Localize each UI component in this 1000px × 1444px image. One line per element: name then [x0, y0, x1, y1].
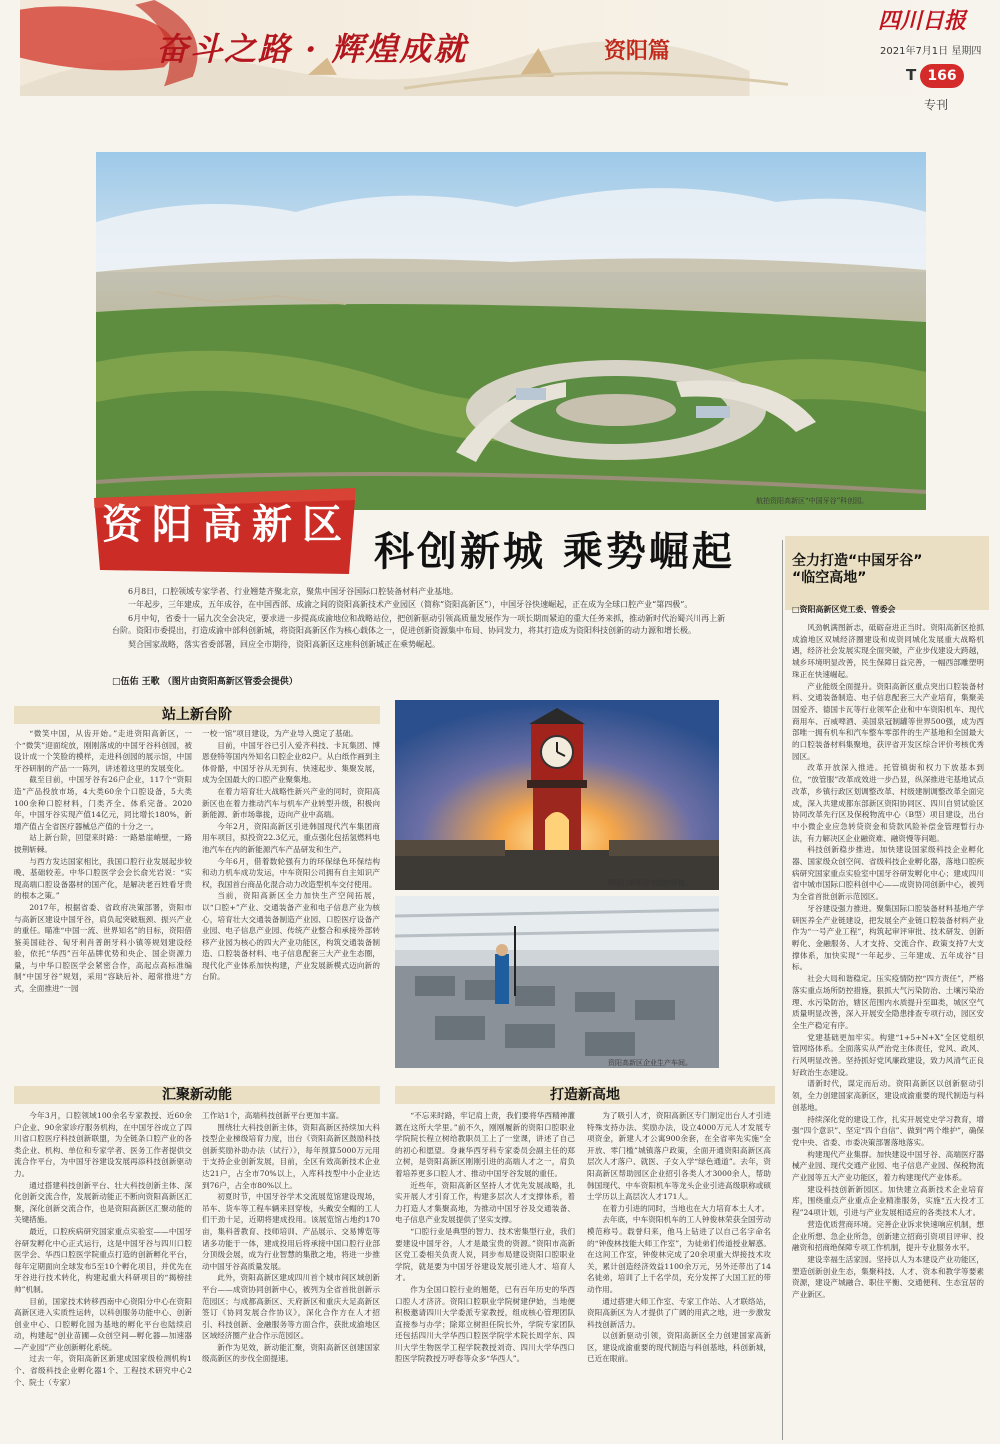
section3-paragraph: “口腔行业是典型的智力、技术密集型行业，我们要建设中国牙谷，人才是最宝贵的资源。”资阳市高新区党工委相关负责人说，同步布局建设资阳口腔职业学院，就是要为中国牙谷建设发展引进人才、培育人才。 — [395, 1226, 575, 1283]
aerial-photo — [96, 152, 926, 510]
sidebar-column — [792, 622, 984, 1301]
sidebar-paragraph: 持续深化党的建设工作，扎实开展党史学习教育，增强“四个意识”、坚定“四个自信”、做到“两个维护”，确保党中央、省委、市委决策部署落地落实。 — [792, 1114, 984, 1147]
zone-char: 新 — [252, 501, 292, 548]
section1-paragraph: “微笑中国，从齿开始。”走进资阳高新区，一个“微笑”迎面绽放，刚刚落成的中国牙谷科创园，被设计成一个笑脸的模样，走进科创园的展示馆，中国牙谷研制的产品一一陈列，讲述着这里的发展变化。 — [14, 729, 192, 773]
sidebar-paragraph: 建设幸福生活家园。坚持以人为本建设产业功能区，塑造创新创业生态，集聚科技、人才、资本和教学等要素资源，建设产城融合、职住平衡、交通便利、生态宜居的产业新区。 — [792, 1254, 984, 1300]
section1-paragraph: 2017年，根据省委、省政府决策部署，资阳市与高新区建设中国牙谷，肩负起突破瓶颈、振兴产业的重任。瞄准“中国一流、世界知名”的目标，资阳借鉴美国硅谷、匈牙利肖普朗牙科小镇等规划建设经验，依托“华西”百年品牌优势和央企、国企资源力量，与中华口腔医学会紧密合作，高起点高标准编制“中国牙谷”规划，采用“容缺后补、超常推进”方式，全面推进“一园 — [14, 902, 192, 994]
clock-tower-photo — [395, 700, 719, 890]
masthead-subtitle: 资阳篇 — [604, 39, 671, 64]
factory-image — [395, 896, 719, 1068]
factory-photo — [395, 896, 719, 1068]
clock-tower-caption: 资阳口腔职业学院的钟楼。 — [608, 879, 692, 887]
section1-paragraph: 与西方发达国家相比，我国口腔行业发展起步较晚、基础较差。中华口腔医学会会长俞光岩说：“实现高端口腔设备器材的国产化，是解决老百姓看牙贵的根本之策。” — [14, 856, 192, 901]
section2-paragraph: 过去一年，资阳高新区新建成国家级检测机构1个、省级科技企业孵化器1个、工程技术研究中心2个、院士（专家） — [14, 1354, 192, 1387]
section2-paragraph: 围绕壮大科技创新主体，资阳高新区持续加大科技型企业梯级培育力度，出台《资阳高新区鼓励科技创新奖励补助办法（试行）》，每年预算5000万元用于支持企业创新发展，目前，全区有效高新技术企业达21户，占全市70%以上，入库科技型中小企业达到76户，占全市80%以上。 — [202, 1122, 380, 1190]
sidebar-paragraph: 科技创新稳步推进。加快建设国家级科技企业孵化器、国家级众创空间、省级科技企业孵化器，落地口腔疾病研究国家重点实验室中国牙谷研发孵化中心；建成四川省中城市国际口腔科创中心——成资协同创新中心，被列为全省首批创新示范园区。 — [792, 845, 984, 902]
column-divider — [782, 540, 783, 1440]
sidebar-title-line: 全力打造“中国牙谷” — [792, 553, 923, 569]
section1-paragraph: 今年6月，借着数轮强有力的环保绿色环保结构和动力机车成功发运，中车资阳公司拥有自主知识产权，我国首台商品化混合动力改造型机车交付使用。 — [202, 856, 380, 889]
sidebar-title — [792, 553, 922, 587]
section2-paragraph: 初夏时节，中国牙谷学术交流展览馆建设现场，吊车、货车等工程车辆来回穿梭，头戴安全帽的工人们干劲十足，近期将建成投用。该展览馆占地约170亩，集科普教育、技师培训、产品展示、交易博览等诸多功能于一体，建成投用后将承接中国口腔行业部分顶级会展，成为行业智慧的集散之地，将进一步推动中国牙谷高质量发展。 — [202, 1192, 380, 1271]
zone-char: 区 — [302, 501, 342, 548]
zone-char: 资 — [102, 501, 142, 548]
masthead-title: 奋斗之路 · 辉煌成就 — [156, 30, 468, 68]
section-heading-new-highland: 打造新高地 — [395, 1086, 775, 1104]
section3-paragraph: “不忘来时路，牢记肩上责，我们要将华西精神灌溉在这所大学里。”前不久，刚刚履新的资阳口腔职业学院院长程立树给教职员工上了一堂课，讲述了自己的初心和愿望。身兼华西牙科专家委员会副主任的郑立树，是资阳高新区刚刚引进的高端人才之一，肩负着培养更多口腔人才、推动中国牙谷发展的重任。 — [395, 1111, 575, 1178]
section2-column-2 — [202, 1110, 380, 1438]
newspaper-logo: 四川日报 — [878, 8, 967, 34]
section3-column-1 — [395, 1110, 575, 1438]
page-letter: T — [906, 66, 917, 84]
masthead-banner — [0, 0, 1000, 96]
issue-date: 2021年7月1日 星期四 — [880, 46, 982, 57]
sidebar-paragraph: 营造优质营商环境。完善企业诉求快速响应机制，想企业所想、急企业所急，创新建立招商引资项目评审、投融资和招商绝保障专项工作机制，提升专业服务水平。 — [792, 1219, 984, 1253]
section1-column-2 — [202, 728, 380, 1080]
section1-paragraph: 目前，中国牙谷已引入爱齐科技、卡瓦集团、博恩登特等国内外知名口腔企业82户。从白纸作画到主体骨骼，中国牙谷从无到有、快速起步、集聚发展，成为全国最大的口腔产业聚集地。 — [202, 740, 380, 785]
section-heading-new-momentum: 汇聚新动能 — [14, 1086, 380, 1104]
sidebar-paragraph: 产业能级全面提升。资阳高新区重点突出口腔装备材料、交通装备制造、电子信息配套三大产业培育，集聚美国爱齐、德国卡瓦等行业领军企业和中车资阳机车、现代商用车、百威啤酒、美国泉冠制罐等世界500强，成为西部唯一拥有机车和汽车整车零部件的生产基地和全国最大的口腔装备材料集聚地，获评省开发区综合评价考核优秀园区。 — [792, 681, 984, 761]
sidebar-paragraph: 构建现代产业集群。加快建设中国牙谷、高端医疗器械产业园、现代交通产业园、电子信息产业园、保税物流产业园等五大产业功能区，着力构建现代产业体系。 — [792, 1149, 984, 1183]
section3-paragraph: 在着力引进的同时，当地也在大力培育本土人才。 — [602, 1203, 770, 1213]
page-label: 专刊 — [924, 98, 949, 112]
section1-paragraph: 今年2月，资阳高新区引进韩国现代汽车集团商用车项目，拟投资22.3亿元，重点强化包括氢燃料电池汽车在内的新能源汽车产品研发和生产。 — [202, 821, 380, 854]
section2-paragraph: 最近，口腔疾病研究国家重点实验室——中国牙谷研发孵化中心正式运行，这是中国牙谷与四川口腔医学会、华西口腔医学院重点打造的创新孵化平台，每年定期面向全球发布5至10个孵化项目，并优先在牙谷进行技术转化，构建起重大科研项目的“揭榜挂帅”机制。 — [14, 1226, 192, 1294]
section2-paragraph: 新作为见效，新动能汇聚，资阳高新区创建国家级高新区的步伐全面提速。 — [202, 1342, 380, 1364]
section3-paragraph: 以创新驱动引领，资阳高新区全力创建国家高新区，建设成渝重要的现代制造与科创基地，科创新城，已近在眼前。 — [587, 1331, 771, 1364]
sidebar-title-line: “临空高地” — [792, 570, 867, 586]
section1-paragraph: 截至目前，中国牙谷有26户企业，117个“资阳造”产品投放市场，4大类60余个口腔设备，5大类100余种口腔材料，门类齐全、体系完备。2020年，中国牙谷实现产值14亿元，同比增长180%，新增产值占全省医疗器械总产值的十分之一。 — [14, 775, 192, 831]
sidebar-paragraph: 改革开放深入推进。托管镇街和权力下放基本到位，“放管服”改革成效进一步凸显，纵深推进宅基地试点改革，乡镇行政区划调整改革、村级建制调整改革全面完成，深入共建成都东部新区资阳协同区、四川自贸试验区协同改革先行区及保税物流中心（B型）项目建设，出台中小微企业应急转贷资金和贷款风险补偿金管理暂行办法，有力解决区企业融资难、融资慢等问题。 — [792, 763, 984, 843]
aerial-photo-caption: 航拍资阳高新区“中国牙谷”科创园。 — [756, 497, 869, 505]
section1-column-1 — [14, 728, 192, 1080]
section3-paragraph: 为了吸引人才，资阳高新区专门制定出台人才引进特殊支持办法、奖励办法，设立4000万元人才发展专项资金，新建人才公寓900余套，在全省率先实施“全开放、零门槛”城镇落户政策，全面开通资阳高新区高层次人才落户、就医、子女入学“绿色通道”。去年，资阳高新区帮助园区企业招引各类人才3000余人，帮助韩国现代、中车资阳机车等龙头企业引进高级职称或硕士学历以上高层次人才171人。 — [587, 1111, 771, 1202]
section2-paragraph: 目前，国家技术转移西南中心资阳分中心在资阳高新区进入实质性运转，以科创服务功能中心、创新创业中心、口腔孵化园为基地的孵化平台也陆续启动，构建起“创业苗圃—众创空间—孵化器—加速器—产业园”产业创新孵化系统。 — [14, 1296, 192, 1352]
section3-paragraph: 近些年，资阳高新区坚持人才优先发展战略，扎实开展人才引育工作，构建多层次人才支撑体系，着力打造人才集聚高地，为推动中国牙谷及交通装备、电子信息产业发展提供了坚实支撑。 — [395, 1180, 575, 1225]
sidebar-paragraph: 建设科技创新新园区。加快建立高新技术企业培育库，围绕重点产业重点企业精准服务，实施“五大投才工程”24项计划，引进与产业发展相适应的各类技术人才。 — [792, 1184, 984, 1218]
intro-text — [112, 586, 728, 652]
zone-title — [94, 478, 356, 578]
section-heading-new-stage: 站上新台阶 — [14, 706, 380, 724]
sidebar-paragraph: 社会大局和谐稳定。压实疫情防控“四方责任”，严格落实重点场所防控措施，狠抓大气污染防治、土壤污染治理、水污染防治，辖区范围内水质提升至Ⅲ类，城区空气质量明显改善，深入开展安全隐患排查专项行动，园区安全生产稳定有序。 — [792, 974, 984, 1030]
section3-paragraph: 去年底，中车资阳机车的工人钟俊林荣获全国劳动模范称号。载誉归来，他马上钻进了以自己名字命名的“钟俊林技能大师工作室”，为徒弟们传道授业解惑。在这间工作室，钟俊林完成了20余项重大焊接技术攻关，累计创造经济效益1100余万元，另外还带出了14名徒弟，培训了上千名学员，充分发挥了大国工匠的带动作用。 — [587, 1215, 771, 1294]
section3-column-2 — [587, 1110, 771, 1438]
byline: □伍佑 王歌 （图片由资阳高新区管委会提供） — [112, 677, 298, 687]
sidebar-paragraph: 牙谷建设强力推进。聚集国际口腔装备材料基地产学研医养全产业链建设，把发展全产业链口腔装备材料产业作为“一号产业工程”，构筑起审评审批、技术研发、创新孵化、金融服务、人才支持、交流合作、政策支持7大支撑体系，加快实现“一年起步、三年建成、五年成谷”目标。 — [792, 903, 984, 972]
headline: 科创新城 乘势崛起 — [374, 529, 735, 575]
page-number-badge: 166 — [920, 64, 964, 88]
section2-paragraph: 今年3月，口腔领域100余名专家教授、近60余户企业、90余家诊疗服务机构，在中国牙谷成立了四川省口腔医疗科技创新联盟，为全链条口腔产业的各类企业、机构、单位和专家学者、医务工作者提供交流合作平台，为中国牙谷建设发展再添科技创新驱动力。 — [14, 1111, 192, 1178]
intro-paragraph: 6月8日，口腔领域专家学者、行业翘楚齐聚北京，聚焦中国牙谷国际口腔装备材料产业基地。 — [128, 587, 459, 596]
zone-char: 高 — [202, 501, 242, 548]
intro-paragraph: 一年起步，三年建成，五年成谷，在中国西部、成渝之间的资阳高新技术产业园区（简称“资阳高新区”），中国牙谷快速崛起，正在成为全球口腔产业“第四极”。 — [128, 600, 693, 610]
sidebar-paragraph: 谱新时代，谋定而后动。资阳高新区以创新驱动引领，全力创建国家高新区，建设成渝重要的现代制造与科创基地。 — [792, 1079, 984, 1112]
sidebar-paragraph: 党建基础更加牢实。构建“1+5+N+X”全区党组织管网络体系。全面落实从严治党主体责任，党风、政风、行风明显改善。坚持抓好党风廉政建设，致力风清气正良好政治生态建设。 — [792, 1032, 984, 1077]
section1-paragraph: 站上新台阶，回望来时路：一路悬崖峭壁，一路披荆斩棘。 — [14, 833, 192, 854]
sidebar-paragraph: 风劲帆满图新志，砥砺奋进正当时。资阳高新区抢抓成渝地区双城经济圈建设和成资同城化发展重大战略机遇，经济社会发展实现全面突破，产业步伐建设大跨越，城乡环境明显改善，民生保障日益完善，一幅西部雕塑明珠正在快速崛起。 — [792, 623, 984, 679]
section2-paragraph: 此外，资阳高新区建成四川首个城市间区域创新平台——成资协同创新中心，被列为全省首批创新示范园区；与成都高新区、天府新区和重庆大足高新区签订《协同发展合作协议》，深化合作方在人才招引、科技创新、金融服务等方面合作，获批成渝地区区域经济圈产业合作示范园区。 — [202, 1273, 380, 1341]
section1-paragraph: 一校一馆”项目建设，为产业导入奠定了基础。 — [202, 729, 358, 738]
section1-paragraph: 当前，资阳高新区全力加快生产空间拓展，以“口腔+”产业、交通装备产业和电子信息产业为核心，培育壮大交通装备制造产业园、口腔医疗设备产业园、电子信息产业园、传统产业整合和承接外部转移产业园为核心的四大产业功能区，构筑交通装备制造、口腔装备材料、电子信息配套三大产业生态圈，现代化产业体系加快构建，产业发展新模式迈向新的台阶。 — [202, 891, 380, 982]
factory-caption: 资阳高新区企业生产车间。 — [608, 1059, 692, 1067]
section3-paragraph: 作为全国口腔行业的翘楚，已有百年历史的华西口腔人才济济。资阳口腔职业学院树建伊始，当地便积极邀请四川大学委派专家教授，组成核心管理团队直接参与办学；除郑立树担任院长外，学院专家团队还包括四川大学华西口腔医学院学术院长周学东、四川大学生物医学工程学院教授刘奇、四川大学华西口腔医学院教授万呼春等众多“华西人”。 — [395, 1284, 575, 1364]
intro-paragraph: 6月中旬，省委十一届九次全会决定，要求进一步提高成渝地位和战略站位，把创新驱动引领高质量发展作为一项长期而紧迫的重大任务来抓，推动新时代治蜀兴川再上新台阶。资阳市委提出，打造成渝中部科创新城，将资阳高新区作为核心载体之一，促进创新资源集中布局、协同发力，将其打造成为资阳科技创新的动力源和增长极。 — [112, 613, 726, 636]
clock-tower-image — [395, 700, 719, 890]
section2-paragraph: 工作站1个，高端科技创新平台更加丰富。 — [202, 1111, 344, 1120]
section2-paragraph: 通过搭建科技创新平台、壮大科技创新主体、深化创新交流合作，发展新动能正不断向资阳高新区汇聚，深化创新交流合作，也是资阳高新区汇聚动能的关键措施。 — [14, 1180, 192, 1225]
intro-paragraph: 契合国家战略，落实省委部署，回应全市期待，资阳高新区这座科创新城正在乘势崛起。 — [128, 639, 440, 649]
section3-paragraph: 通过搭建大师工作室、专家工作站、人才联络站，资阳高新区为人才提供了广阔的用武之地，进一步激发科技创新活力。 — [587, 1296, 771, 1329]
section1-paragraph: 在着力培育壮大战略性新兴产业的同时，资阳高新区也在着力推动汽车与机车产业转型升级，积极向新能源、新市场靠拢，迈向产业中高端。 — [202, 786, 380, 820]
section2-column-1 — [14, 1110, 192, 1438]
sidebar-author: □资阳高新区党工委、管委会 — [792, 605, 896, 614]
zone-char: 阳 — [152, 501, 192, 548]
aerial-photo-image — [96, 152, 926, 510]
